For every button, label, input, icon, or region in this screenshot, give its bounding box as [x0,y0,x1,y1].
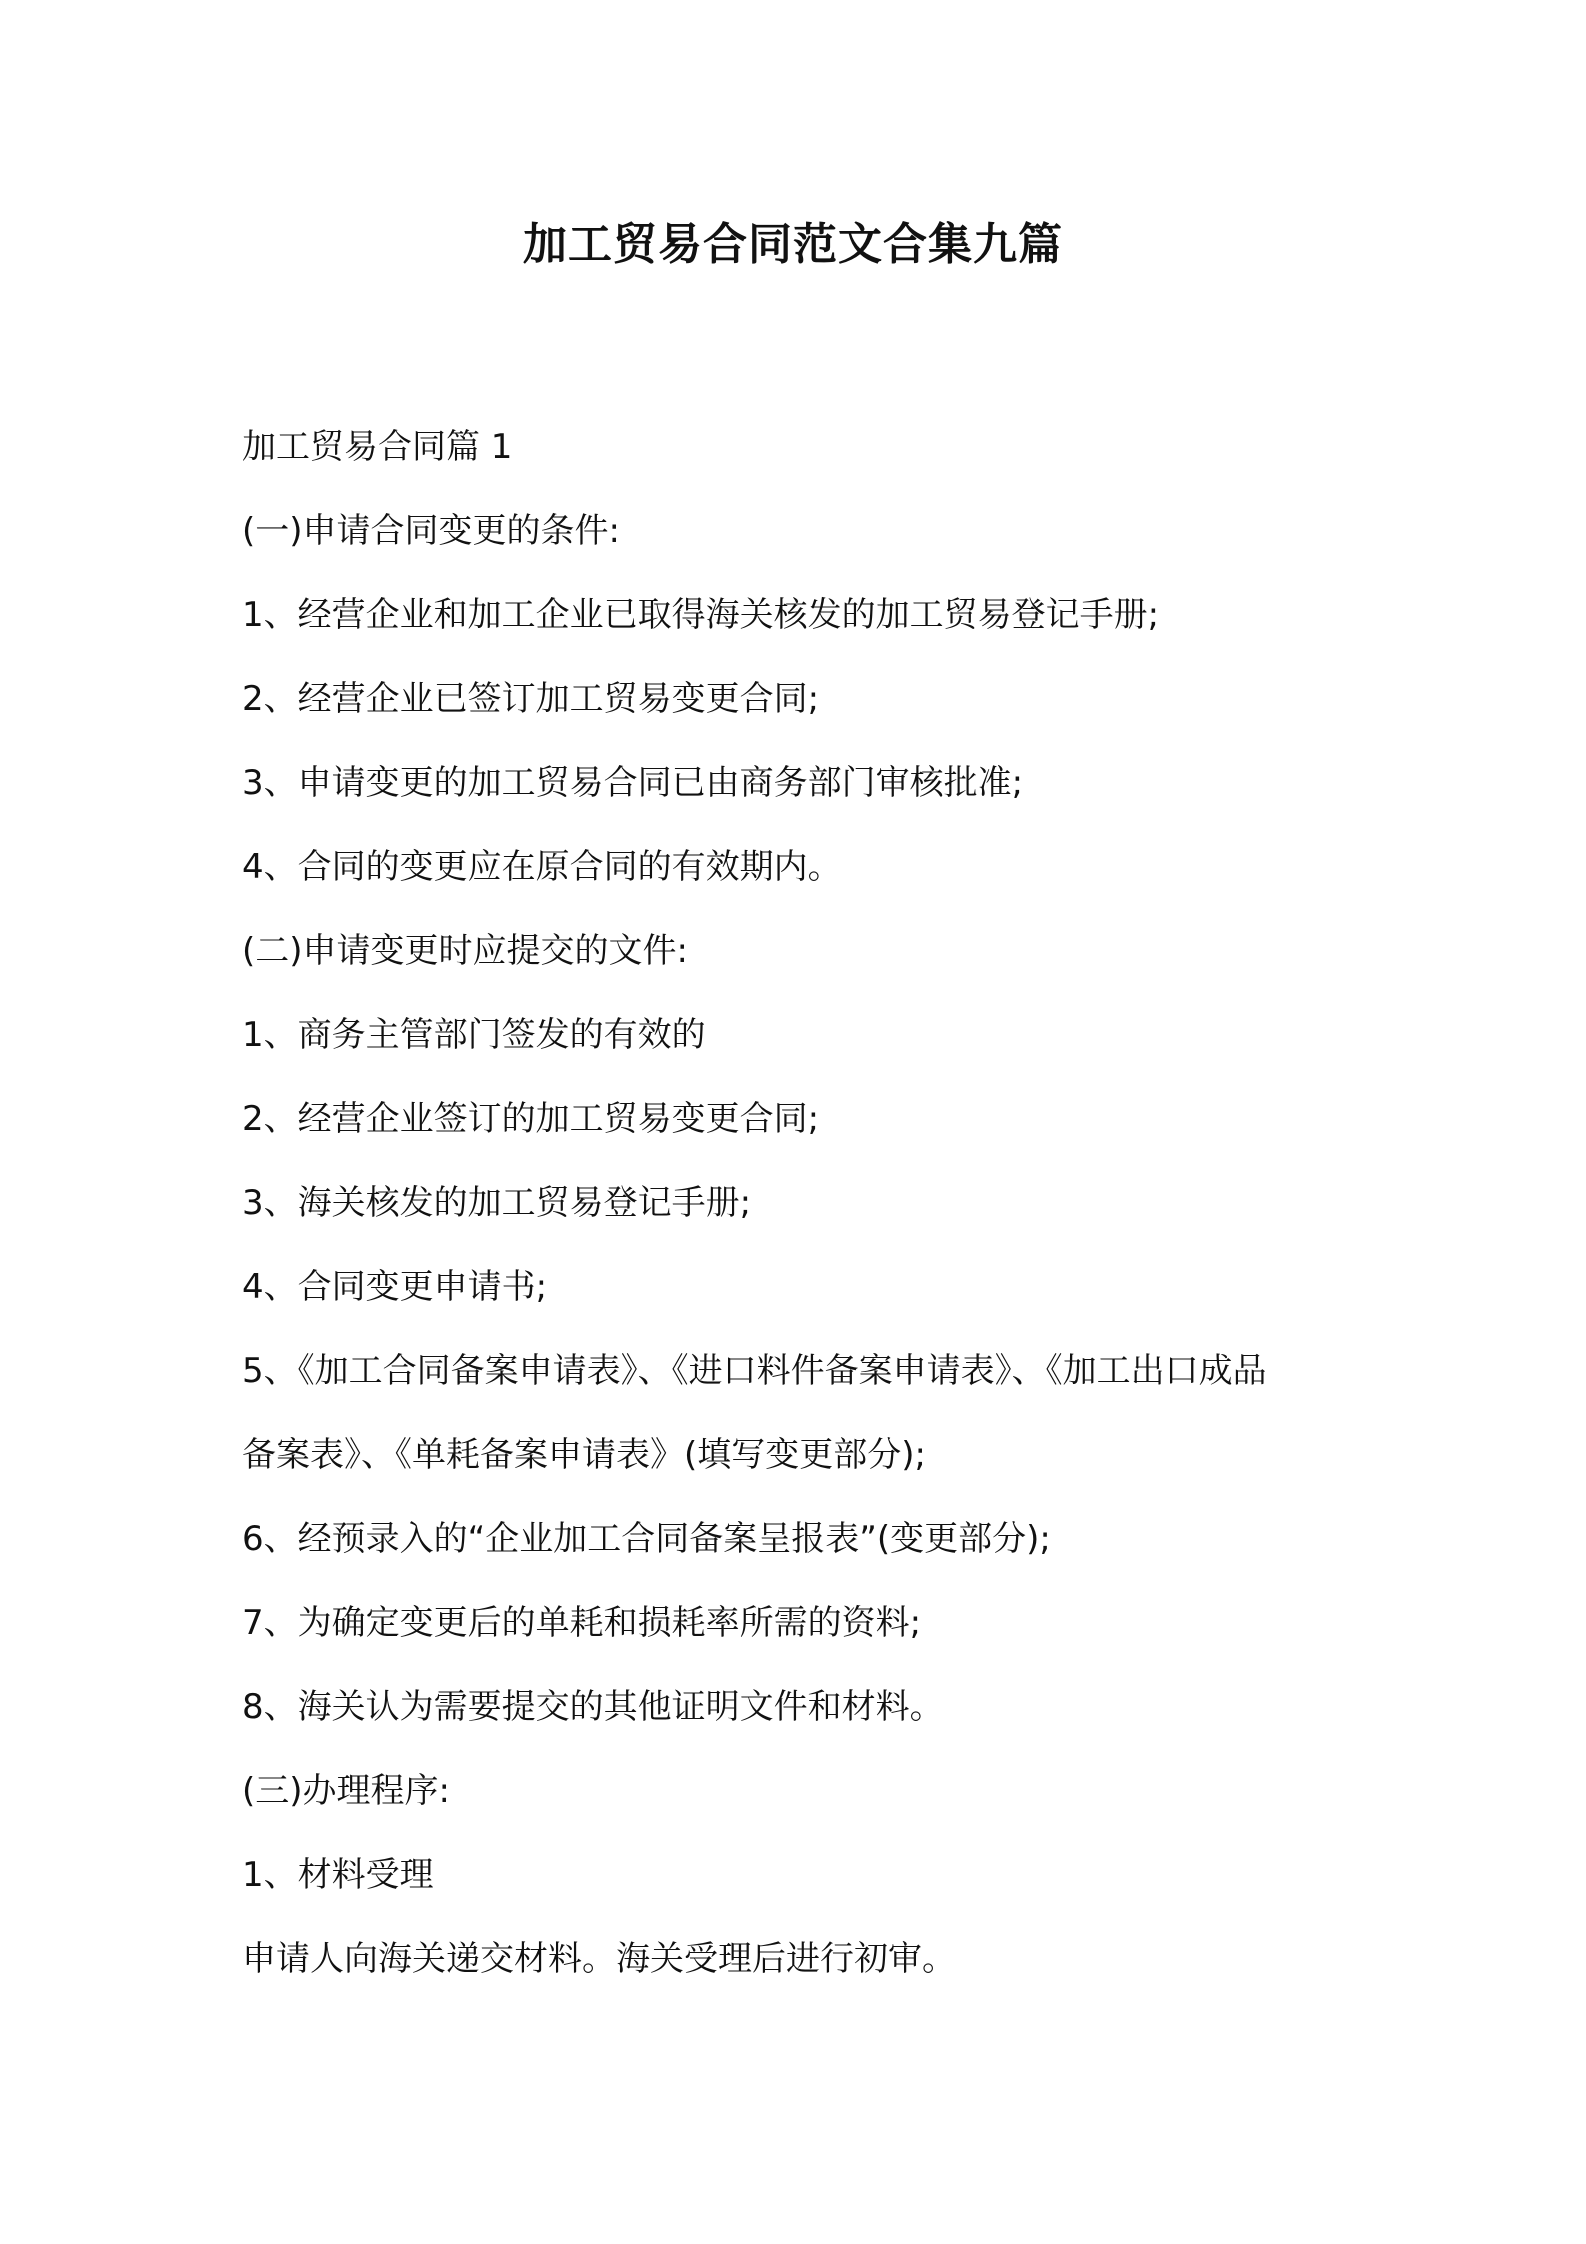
subsection-heading: (三)办理程序: [242,1771,450,1811]
list-item: 3、海关核发的加工贸易登记手册; [242,1183,752,1223]
list-item: 1、经营企业和加工企业已取得海关核发的加工贸易登记手册; [242,595,1160,635]
list-item: 2、经营企业签订的加工贸易变更合同; [242,1099,820,1139]
body-text: 申请人向海关递交材料。海关受理后进行初审。 [242,1939,956,1979]
list-item: 4、合同变更申请书; [242,1267,548,1307]
list-item: 2、经营企业已签订加工贸易变更合同; [242,679,820,719]
list-item-continuation: 备案表》、《单耗备案申请表》(填写变更部分); [242,1435,926,1475]
section-heading: 加工贸易合同篇 1 [242,427,513,467]
list-item: 8、海关认为需要提交的其他证明文件和材料。 [242,1687,944,1727]
list-item: 7、为确定变更后的单耗和损耗率所需的资料; [242,1603,922,1643]
subsection-heading: (一)申请合同变更的条件: [242,511,620,551]
list-item: 1、材料受理 [242,1855,434,1895]
list-item: 4、合同的变更应在原合同的有效期内。 [242,847,842,887]
list-item: 3、申请变更的加工贸易合同已由商务部门审核批准; [242,763,1024,803]
list-item: 6、经预录入的“企业加工合同备案呈报表”(变更部分); [242,1519,1051,1559]
list-item: 1、商务主管部门签发的有效的 [242,1015,706,1055]
subsection-heading: (二)申请变更时应提交的文件: [242,931,688,971]
document-title: 加工贸易合同范文合集九篇 [523,219,1063,270]
list-item: 5、《加工合同备案申请表》、《进口料件备案申请表》、《加工出口成品 [242,1351,1267,1391]
document-body [242,405,1362,2001]
